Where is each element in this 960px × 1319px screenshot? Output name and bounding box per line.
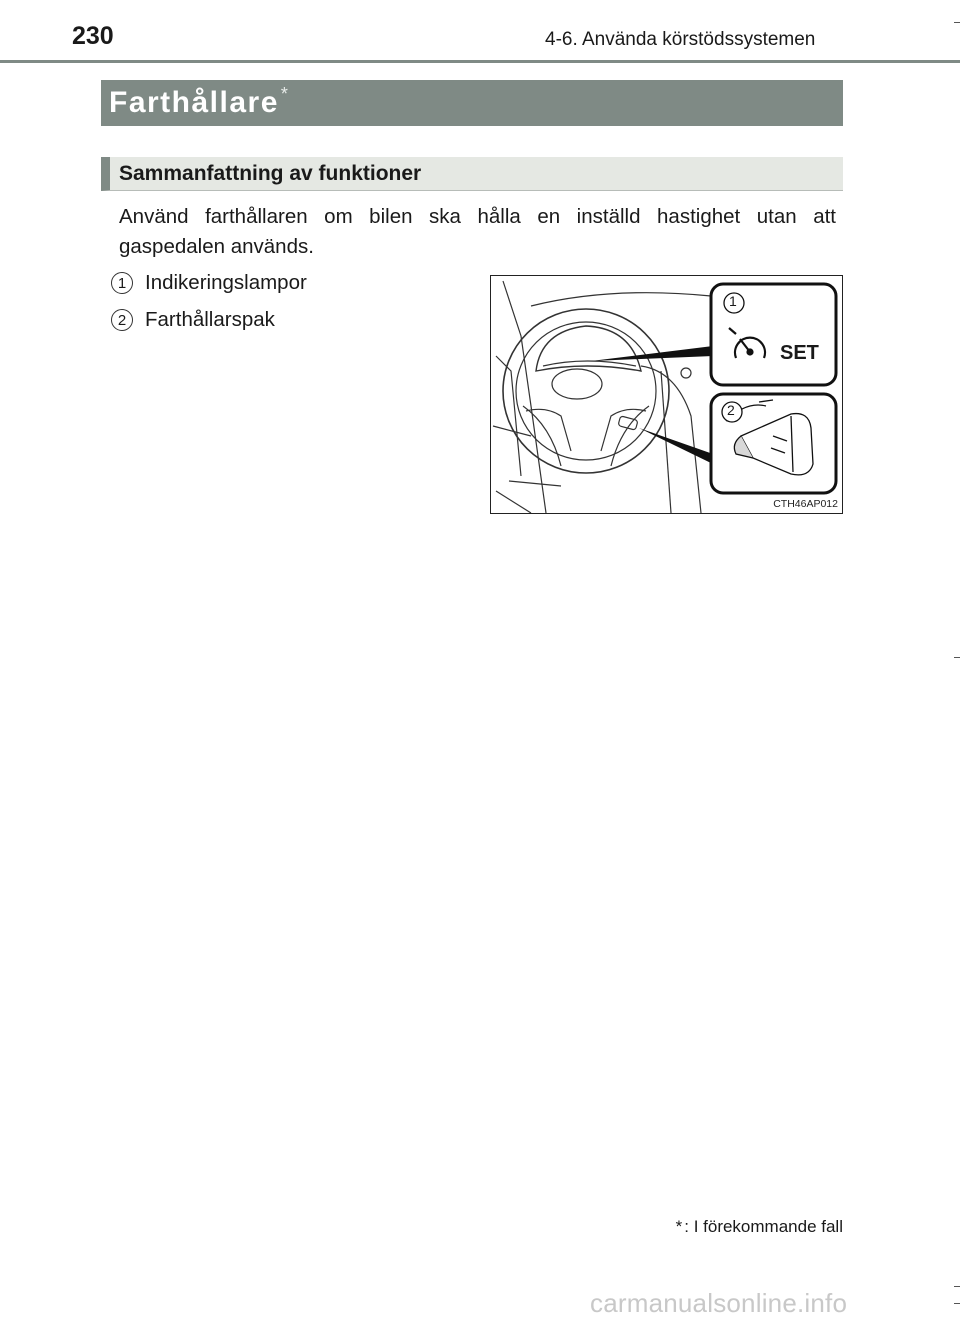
cruise-control-figure bbox=[490, 275, 843, 514]
crop-mark bbox=[954, 657, 960, 658]
legend-item bbox=[111, 308, 275, 332]
footnote-marker: * bbox=[675, 1217, 683, 1236]
figure-code: CTH46AP012 bbox=[773, 498, 838, 510]
title-marker: * bbox=[280, 84, 288, 104]
footnote bbox=[676, 1217, 843, 1237]
set-indicator: SET bbox=[780, 342, 819, 364]
watermark: carmanualsonline.info bbox=[590, 1288, 848, 1318]
legend-label: Indikeringslampor bbox=[145, 271, 307, 294]
crop-mark bbox=[954, 22, 960, 23]
page-number: 230 bbox=[72, 22, 114, 50]
intro-paragraph: Använd farthållaren om bilen ska hålla en inställd hastighet utan att gaspedalen används. bbox=[119, 205, 836, 258]
legend-number: 1 bbox=[111, 272, 133, 294]
figure-labels bbox=[491, 276, 842, 513]
title-bar bbox=[101, 80, 843, 126]
header-rule bbox=[0, 60, 960, 63]
crop-mark bbox=[954, 1286, 960, 1287]
crop-mark bbox=[954, 1303, 960, 1304]
legend-label: Farthållarspak bbox=[145, 308, 275, 331]
section-heading-bar bbox=[101, 157, 843, 191]
callout-2-label: 2 bbox=[727, 402, 735, 418]
legend-item bbox=[111, 271, 307, 295]
legend-number: 2 bbox=[111, 309, 133, 331]
page-title: Farthållare bbox=[109, 86, 279, 119]
callout-1-label: 1 bbox=[729, 293, 737, 309]
section-heading: Sammanfattning av funktioner bbox=[119, 161, 422, 185]
running-header: 4-6. Använda körstödssystemen bbox=[545, 29, 816, 50]
footnote-text: : I förekommande fall bbox=[684, 1217, 843, 1236]
